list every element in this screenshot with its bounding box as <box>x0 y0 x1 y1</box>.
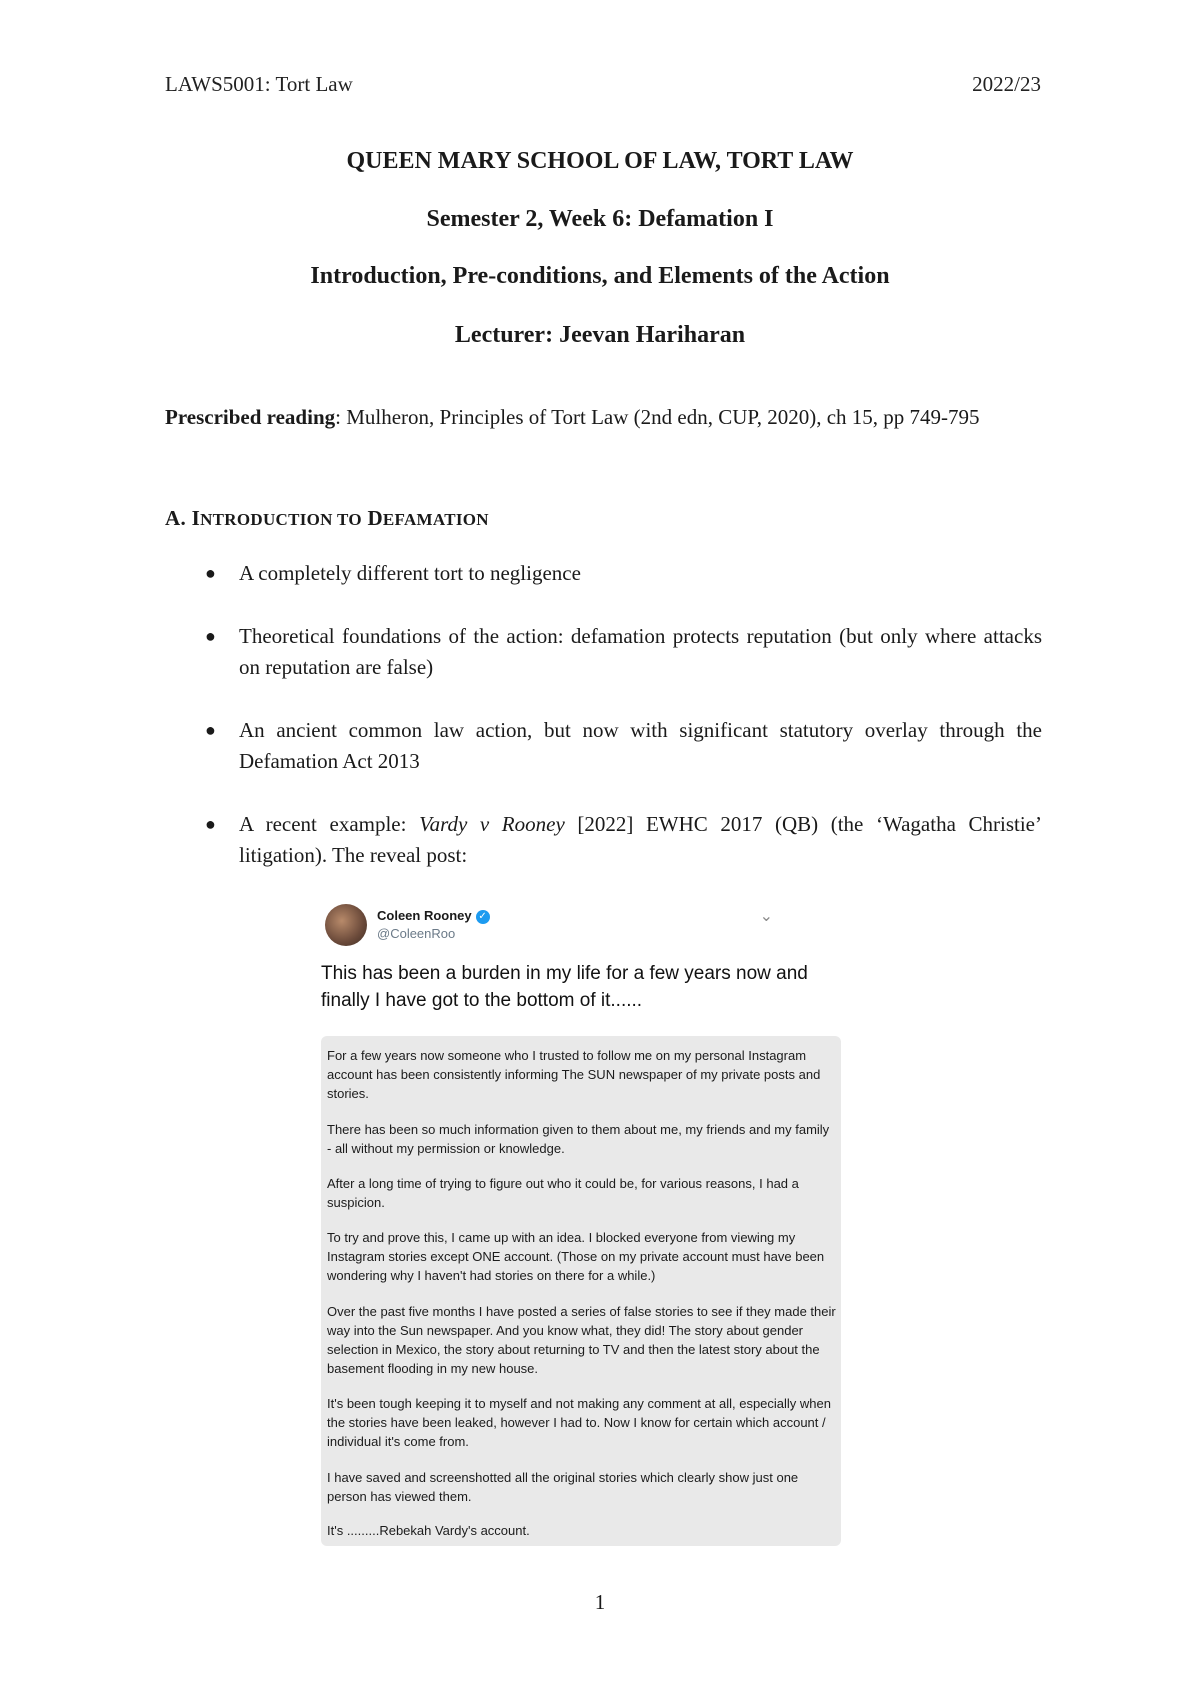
statement-paragraph: There has been so much information given to them about me, my friends and my family - all without my permission or knowledge. <box>327 1122 830 1156</box>
verified-badge-icon: ✓ <box>476 910 490 924</box>
prescribed-reading <box>165 402 1042 433</box>
tweet-handle: @ColeenRoo <box>377 926 456 941</box>
tweet-text: This has been a burden in my life for a few years now and finally I have got to the bottom of it...... <box>321 963 808 1011</box>
statement-paragraph: Over the past five months I have posted a series of false stories to see if they made their way into the Sun newspaper. And you know what, they did! The story about gender selection in Mexico, the story about returning to TV and then the latest story about the basement flooding in my new house. <box>327 1304 836 1376</box>
chevron-down-icon: ⌄ <box>759 908 773 925</box>
title-topic: Introduction, Pre-conditions, and Elements of the Action <box>310 263 890 289</box>
section-heading <box>165 506 489 531</box>
section-d: D <box>367 506 383 530</box>
bullet-icon: ● <box>205 720 216 740</box>
bullet-text-pre: A recent example: <box>239 812 420 836</box>
page-number: 1 <box>594 1590 606 1614</box>
bullet-text: An ancient common law action, but now with significant statutory overlay through the Defamation Act 2013 <box>239 718 1042 773</box>
bullet-text-post: [2022] EWHC 2017 (QB) (the ‘Wagatha Christie’ litigation). The reveal post: <box>239 812 1042 867</box>
title-lecturer <box>0 322 1200 349</box>
section-word1: NTRODUCTION TO <box>200 510 362 529</box>
title-week: Semester 2, Week 6: Defamation I <box>426 206 774 232</box>
bullet-icon: ● <box>205 814 216 834</box>
header-course: LAWS5001: Tort Law <box>165 72 353 96</box>
lecturer-name: : Jeevan Hariharan <box>545 322 746 348</box>
statement-paragraph: To try and prove this, I came up with an idea. I blocked everyone from viewing my Instagram stories except ONE account. (Those on my private account must have been wondering why I haven't had stories on there for a while.) <box>327 1230 825 1283</box>
bullet-text: A completely different tort to negligence <box>239 561 581 585</box>
tweet-image-statement <box>321 1036 841 1546</box>
bullet-text <box>239 809 1042 871</box>
statement-paragraph: After a long time of trying to figure out who it could be, for various reasons, I had a suspicion. <box>327 1176 799 1210</box>
case-name: Vardy v Rooney <box>419 812 565 836</box>
statement-paragraph: It's .........Rebekah Vardy's account. <box>327 1523 530 1538</box>
tweet-screenshot <box>313 896 853 1551</box>
bullet-icon: ● <box>205 563 216 583</box>
statement-paragraph: I have saved and screenshotted all the original stories which clearly show just one person has viewed them. <box>327 1470 799 1504</box>
header-year: 2022/23 <box>972 72 1041 96</box>
bullet-icon: ● <box>205 626 216 646</box>
statement-paragraph: For a few years now someone who I trusted to follow me on my personal Instagram account has been consistently informing The SUN newspaper of my private posts and stories. <box>327 1048 821 1101</box>
reading-label: Prescribed reading <box>165 405 336 429</box>
reading-text: : Mulheron, Principles of Tort Law (2nd edn, CUP, 2020), ch 15, pp 749-795 <box>335 405 980 429</box>
statement-paragraph: It's been tough keeping it to myself and not making any comment at all, especially when the stories have been leaked, however I had to. Now I know for certain which account / individual it's come from. <box>327 1396 831 1449</box>
avatar <box>325 904 367 946</box>
tweet-author <box>377 908 490 924</box>
section-i: I <box>191 506 201 530</box>
lecturer-label: Lecturer <box>454 322 546 348</box>
bullet-text: Theoretical foundations of the action: defamation protects reputation (but only where attacks on reputation are false) <box>239 624 1042 679</box>
section-word2: EFAMATION <box>382 510 489 529</box>
tweet-author-name: Coleen Rooney <box>377 908 472 923</box>
section-prefix: A. <box>165 506 187 530</box>
title-school: QUEEN MARY SCHOOL OF LAW, TORT LAW <box>346 148 854 174</box>
